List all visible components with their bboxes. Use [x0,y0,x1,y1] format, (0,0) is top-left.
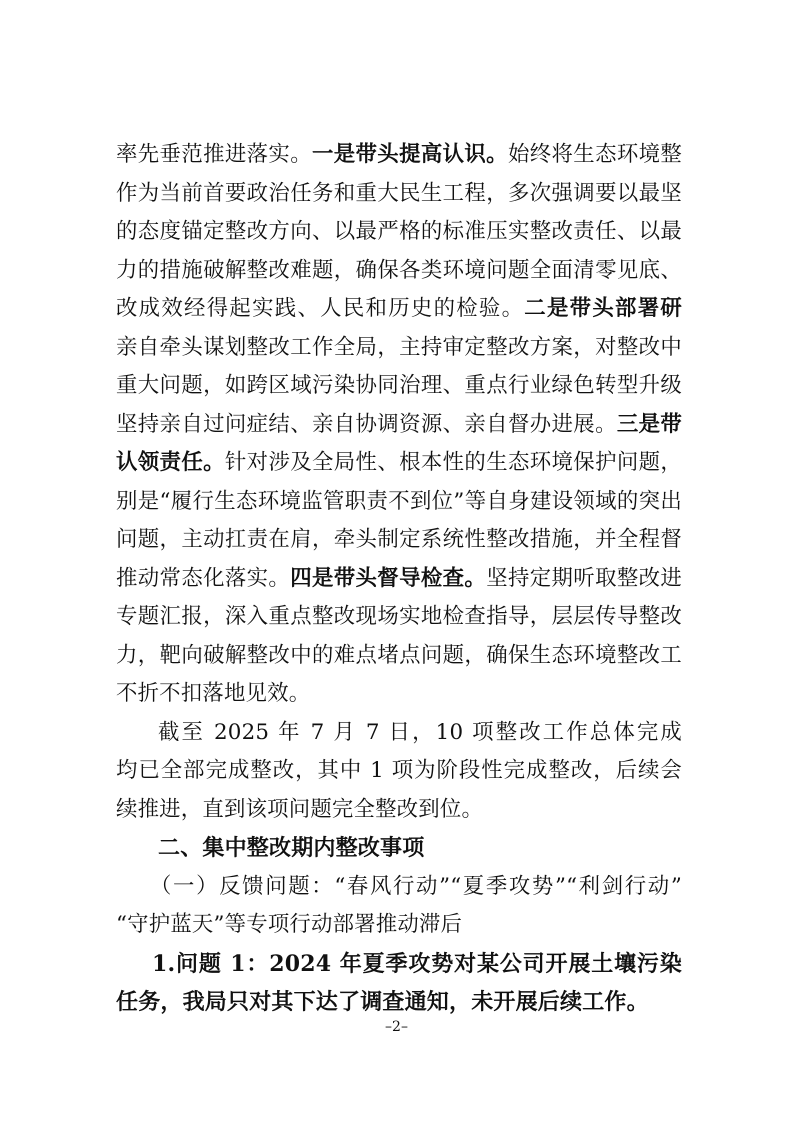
subsection-line: “守护蓝天”等专项行动部署推动滞后 [116,912,463,937]
body-line: 推动常态化落实。四是带头督导检查。坚持定期听取整改进 [116,566,682,591]
problem-line: 1.问题 1：2024 年夏季攻势对某公司开展土壤污染 [152,951,682,977]
subsection-line: （一）反馈问题：“春风行动”“夏季攻势”“利剑行动” [150,874,682,899]
body-line: 不折不扣落地见效。 [116,681,311,706]
body-line: 坚持亲自过问症结、亲自协调资源、亲自督办进展。三是带 [116,411,682,439]
body-line: 力的措施破解整改难题，确保各类环境问题全面清零见底、 [116,258,682,283]
body-line: 力，靶向破解整改中的难点堵点问题，确保生态环境整改工 [116,643,682,668]
bold-phrase: 三是带 [616,412,682,437]
body-line: 截至 2025 年 7 月 7 日，10 项整改工作总体完成 [158,720,682,745]
problem-line: 任务，我局只对其下达了调查通知，未开展后续工作。 [116,989,649,1015]
bold-phrase: 二是带头部署研 [524,296,682,321]
body-line: 率先垂范推进落实。一是带头提高认识。始终将生态环境整 [116,142,682,167]
body-line: 认领责任。针对涉及全局性、根本性的生态环境保护问题， [116,450,682,475]
body-line: 专题汇报，深入重点整改现场实地检查指导，层层传导整改 [116,604,682,629]
section-heading: 二、集中整改期内整改事项 [158,835,425,861]
body-line: 的态度锚定整改方向、以最严格的标准压实整改责任、以最 [116,219,682,244]
body-line: 作为当前首要政治任务和重大民生工程，多次强调要以最坚 [116,181,682,206]
body-line: 续推进，直到该项问题完全整改到位。 [116,797,484,822]
body-line: 别是“履行生态环境监管职责不到位”等自身建设领域的突出 [116,489,682,514]
body-line: 重大问题，如跨区域污染协同治理、重点行业绿色转型升级 [116,373,682,398]
body-line: 亲自牵头谋划整改工作全局，主持审定整改方案，对整改中 [116,335,682,360]
bold-phrase: 四是带头督导检查。 [290,566,487,591]
body-line: 改成效经得起实践、人民和历史的检验。二是带头部署研 [116,295,682,323]
bold-phrase: 一是带头提高认识。 [311,142,508,167]
bold-phrase: 认领责任。 [116,450,225,475]
body-line: 均已全部完成整改，其中 1 项为阶段性完成整改，后续会 [116,758,682,783]
page-number: –2– [385,1019,408,1035]
body-line: 问题，主动扛责在肩，牵头制定系统性整改措施，并全程督 [116,527,682,552]
